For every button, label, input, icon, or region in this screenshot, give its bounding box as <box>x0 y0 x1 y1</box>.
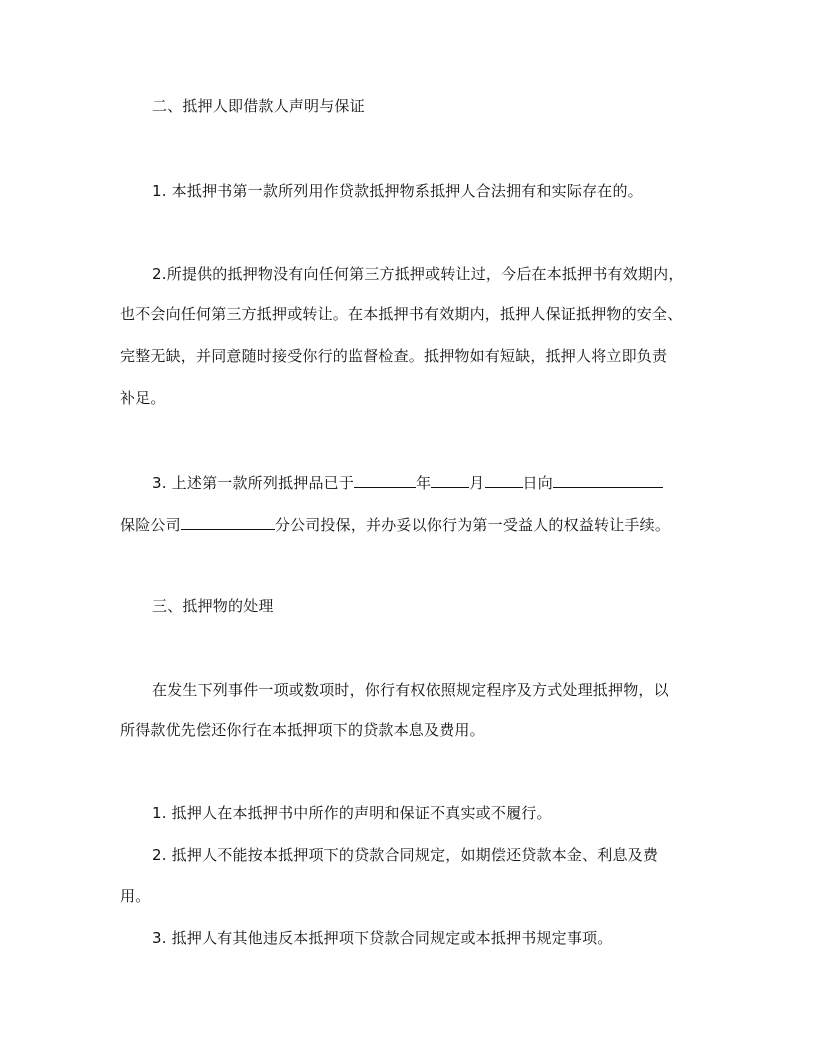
section-three-intro-line-2: 所得款优先偿还你行在本抵押项下的贷款本息及费用。 <box>120 721 485 739</box>
section-two-item-1: 1. 本抵押书第一款所列用作贷款抵押物系抵押人合法拥有和实际存在的。 <box>152 182 643 200</box>
blank-year-field[interactable] <box>354 472 416 488</box>
section-three-heading: 三、抵押物的处理 <box>152 597 274 615</box>
section-three-item-2-line-1: 2. 抵押人不能按本抵押项下的贷款合同规定，如期偿还贷款本金、利息及费 <box>152 846 659 864</box>
blank-month-field[interactable] <box>431 472 469 488</box>
blank-branch-field[interactable] <box>181 514 275 530</box>
section-three-item-1: 1. 抵押人在本抵押书中所作的声明和保证不真实或不履行。 <box>152 804 552 822</box>
month-label: 月 <box>469 474 485 492</box>
section-two-item-3-line-1 <box>152 472 732 493</box>
section-two-heading: 二、抵押人即借款人声明与保证 <box>152 97 365 115</box>
section-two-item-2-line-1: 2.所提供的抵押物没有向任何第三方抵押或转让过，今后在本抵押书有效期内， <box>152 265 684 283</box>
section-three-intro-line-1: 在发生下列事件一项或数项时，你行有权依照规定程序及方式处理抵押物，以 <box>152 681 669 699</box>
blank-day-field[interactable] <box>485 472 523 488</box>
section-two-item-2-line-4: 补足。 <box>120 389 166 407</box>
day-to-label: 日向 <box>522 474 553 492</box>
insurer-label: 保险公司 <box>120 516 181 534</box>
section-three-item-3: 3. 抵押人有其他违反本抵押项下贷款合同规定或本抵押书规定事项。 <box>152 929 613 947</box>
item-3-prefix: 3. 上述第一款所列抵押品已于 <box>152 474 355 492</box>
blank-insurer-field[interactable] <box>553 472 663 488</box>
section-three-item-2-line-2: 用。 <box>120 887 151 905</box>
section-two-item-2-line-3: 完整无缺，并同意随时接受你行的监督检查。抵押物如有短缺，抵押人将立即负责 <box>120 347 668 365</box>
section-two-item-2-line-2: 也不会向任何第三方抵押或转让。在本抵押书有效期内，抵押人保证抵押物的安全、 <box>120 305 683 323</box>
year-label: 年 <box>416 474 432 492</box>
item-3-suffix: 分公司投保，并办妥以你行为第一受益人的权益转让手续。 <box>274 516 671 534</box>
section-two-item-3-line-2 <box>120 514 700 535</box>
